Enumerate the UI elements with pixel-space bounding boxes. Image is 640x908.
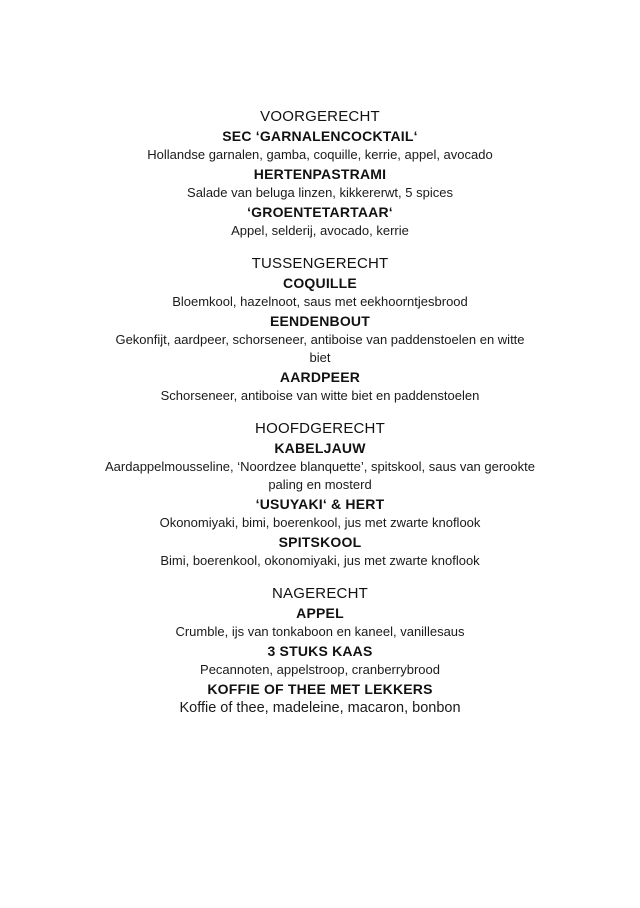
dish-name: KABELJAUW [274,440,366,456]
dish-name: KOFFIE OF THEE MET LEKKERS [207,681,433,697]
course-title: VOORGERECHT [260,108,380,125]
dish [0,680,640,718]
dish-description: Bimi, boerenkool, okonomiyaki, jus met zwarte knoflook [160,553,480,568]
dish-description: Koffie of thee, madeleine, macaron, bonbon [179,700,461,716]
dish-name: 3 STUKS KAAS [267,643,373,659]
dish [0,439,640,494]
dish-name: ‘GROENTETARTAAR‘ [247,204,393,220]
menu [0,107,640,719]
dish-description: Salade van beluga linzen, kikkererwt, 5 spices [187,185,453,200]
dish-description: Bloemkool, hazelnoot, saus met eekhoorntjesbrood [172,294,468,309]
dish-name: SEC ‘GARNALENCOCKTAIL‘ [222,128,418,144]
course-title: HOOFDGERECHT [255,420,385,437]
dish-name: ‘USUYAKI‘ & HERT [255,496,385,512]
dish-name: APPEL [296,605,344,621]
course-nagerecht [0,584,640,718]
dish-description: Schorseneer, antiboise van witte biet en paddenstoelen [160,388,480,403]
dish-description: Gekonfijt, aardpeer, schorseneer, antiboise van paddenstoelen en witte biet [115,332,525,365]
course-tussengerecht [0,254,640,405]
dish-name: AARDPEER [279,369,361,385]
course-title: TUSSENGERECHT [251,255,389,272]
dish-description: Okonomiyaki, bimi, boerenkool, jus met zwarte knoflook [159,515,481,530]
dish-description: Appel, selderij, avocado, kerrie [231,223,409,238]
dish [0,203,640,240]
course-title: NAGERECHT [272,585,368,602]
dish-description: Hollandse garnalen, gamba, coquille, kerrie, appel, avocado [147,147,493,162]
dish-name: HERTENPASTRAMI [253,166,387,182]
course-hoofdgerecht [0,419,640,570]
dish [0,127,640,164]
dish [0,604,640,641]
dish [0,312,640,367]
dish [0,533,640,570]
dish-description: Aardappelmousseline, ‘Noordzee blanquette’, spitskool, saus van gerookte paling en mosterd [105,459,535,492]
dish [0,165,640,202]
dish-description: Crumble, ijs van tonkaboon en kaneel, vanillesaus [175,624,465,639]
dish [0,368,640,405]
dish [0,274,640,311]
dish-name: SPITSKOOL [278,534,362,550]
course-voorgerecht [0,107,640,240]
dish-description: Pecannoten, appelstroop, cranberrybrood [200,662,440,677]
dish-name: COQUILLE [283,275,357,291]
dish-name: EENDENBOUT [269,313,370,329]
dish [0,495,640,532]
dish [0,642,640,679]
